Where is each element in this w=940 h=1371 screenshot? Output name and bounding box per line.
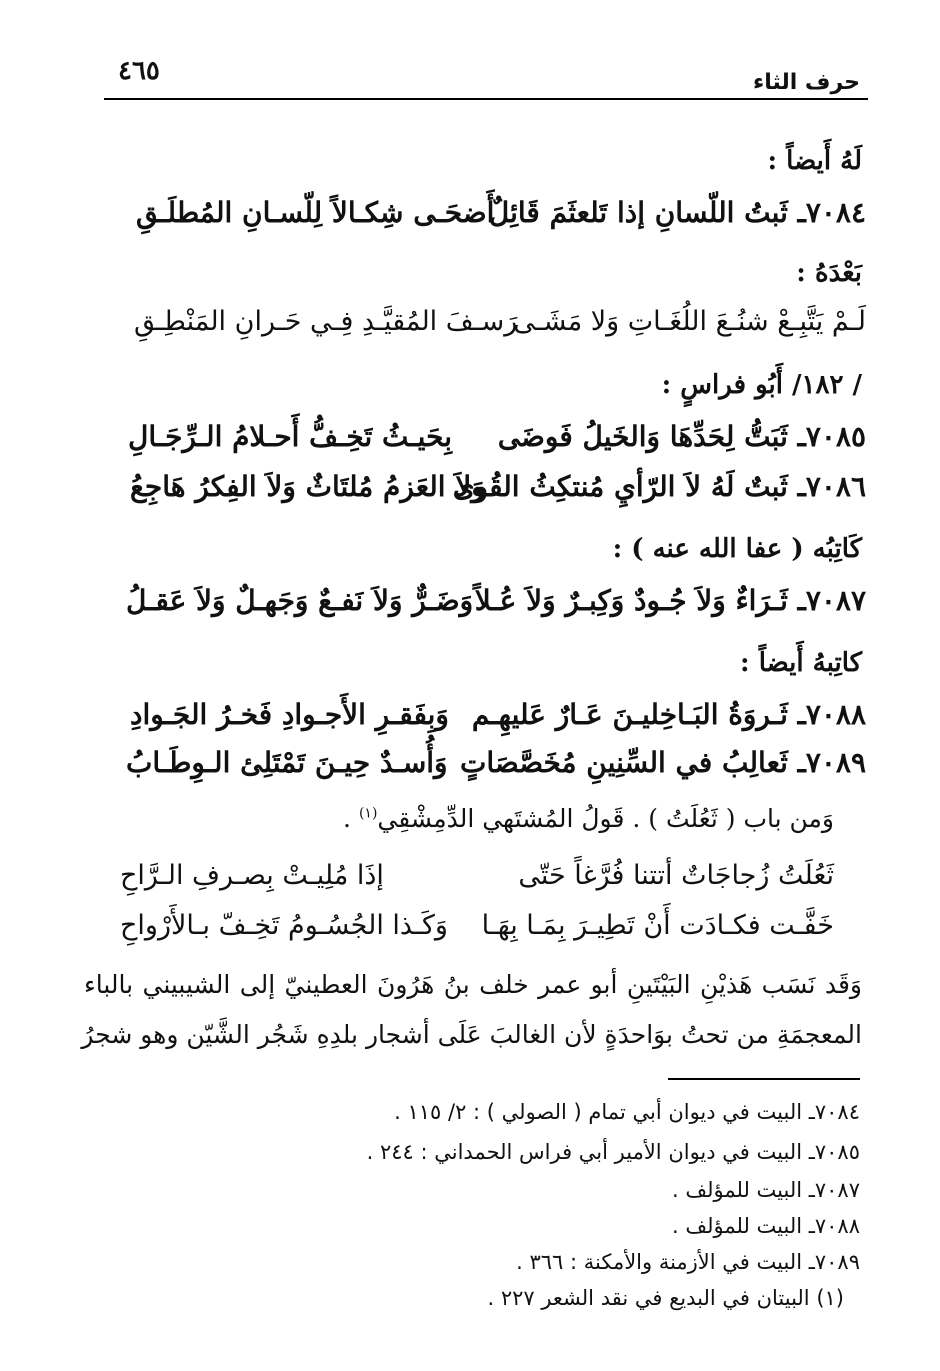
entry-intro: بَعْدَهُ : (796, 258, 862, 288)
verse-number: ٧٠٨٥ـ (797, 420, 866, 453)
verse-hemistich-left: وَلاَ العَزمُ مُلتَاثٌ وَلاَ الفِكرُ هَاجِعُ (130, 470, 485, 503)
entry-intro: كاتِبهُ أَيضاً : (740, 648, 862, 678)
verse-hemistich-right (498, 420, 866, 453)
prose-line: وَقَد نَسَب هَذيْنِ البَيْتَينِ أبو عمر خلف بنُ هَرُونَ العطينيّ إلى الشيبيني بالباء (84, 970, 862, 999)
verse-hemistich-left: رَسـفَ المُقيَّـدِ فِـي حَـرانِ المَنْطِـقِ (134, 306, 518, 337)
verse-hemistich-right (489, 196, 866, 229)
bab-line (343, 804, 834, 833)
header-rule (104, 98, 868, 100)
footnote: ٧٠٨٩ـ البيت في الأزمنة والأمكنة : ٣٦٦ . (516, 1250, 860, 1274)
verse-number: ٧٠٨٦ـ (797, 470, 866, 503)
bab-text: وَمن باب ( ثَعُلَتُ ) . قَولُ المُشتَهي الدِّمِشْقِي (377, 804, 834, 833)
footnote: ٧٠٨٤ـ البيت في ديوان أبي تمام ( الصولي ) : ٢/ ١١٥ . (394, 1100, 860, 1124)
quoted-verse-left: إذَا مُلِيـتْ بِصـرفِ الـرَّاحِ (120, 860, 384, 891)
verse-number: ٧٠٨٤ـ (797, 196, 866, 229)
entry-intro: كَاتِبُه ( عفا الله عنه ) : (612, 534, 862, 564)
verse-first-half: ثَبتٌ لَهُ لاَ الرّأيِ مُنتكِثُ القُوى (452, 470, 788, 503)
verse-hemistich-right (475, 584, 866, 617)
page-number: ٤٦٥ (118, 56, 160, 86)
entry-intro: / ١٨٢/ أَبُو فراسٍ : (661, 370, 862, 400)
bab-end: . (343, 804, 359, 833)
footnote: ٧٠٨٥ـ البيت في ديوان الأمير أبي فراس الحمداني : ٢٤٤ . (366, 1140, 860, 1164)
footnote-ref: (١) (358, 805, 378, 822)
verse-first-half: ثَبتُ اللّسانِ إذا تَلعثَمَ قَائِلٌ (488, 196, 788, 229)
verse-number: ٧٠٨٨ـ (797, 698, 866, 731)
footnote: ٧٠٨٧ـ البيت للمؤلف . (672, 1178, 860, 1202)
verse-hemistich-left: أَضحَـى شِكـالاً لِلّسـانِ المُطلَـقِ (136, 196, 495, 229)
verse-first-half: ثَـروَةُ البَـاخِليـنَ عَـارٌ عَليهِـم (471, 698, 788, 731)
verse-hemistich-right (472, 698, 866, 731)
verse-hemistich-right (460, 746, 866, 779)
verse-hemistich-left: بِحَيـثُ تَخِـفُّ أَحـلامُ الـرِّجَـالِ (128, 420, 452, 453)
verse-hemistich-right: لَـمْ يَتَّبِـعْ شنُـعَ اللُغَـاتِ وَلا مَشَـى (513, 306, 866, 337)
footnote-rule (668, 1078, 860, 1080)
quoted-verse-right: خَفَّـت فكـادَت أَنْ تَطِيـرَ بِمَـا بِهَـا (481, 910, 834, 941)
verse-number: ٧٠٨٧ـ (797, 584, 866, 617)
verse-first-half: ثَـرَاءٌ وَلاَ جُـودٌ وَكِبـرٌ وَلاَ عُـلاً (474, 584, 788, 617)
entry-intro: لَهُ أَيضاً : (767, 146, 862, 176)
verse-hemistich-right (453, 470, 866, 503)
verse-first-half: ثَعالِبُ في السِّنِينِ مُخَصَّصَاتٍ (460, 746, 788, 779)
verse-number: ٧٠٨٩ـ (797, 746, 866, 779)
running-header-title: حرف الثاء (752, 70, 860, 95)
verse-first-half: ثَبَتُّ لِحَدِّهَا وَالخَيلُ فَوضَى (497, 420, 788, 453)
verse-hemistich-left: وَضَـرٌّ وَلاَ نَفـعٌ وَجَهـلٌ وَلاَ عَقـلُ (126, 584, 474, 617)
quoted-verse-right: ثَعُلَتُ زُجاجَاتٌ أتتنا فُرَّغاً حَتّى (518, 860, 834, 891)
footnote: ٧٠٨٨ـ البيت للمؤلف . (672, 1214, 860, 1238)
footnote: (١) البيتان في البديع في نقد الشعر ٢٢٧ . (487, 1286, 844, 1310)
prose-line: المعجمَةِ من تحتُ بوَاحدَةٍ لأن الغالبَ عَلَى أشجار بلدِهِ شَجُر الشَّيّن وهو شجرُ (81, 1020, 862, 1049)
verse-hemistich-left: وَأُسـدٌ حِيـنَ تَمْتَلِئ الـوِطَـابُ (126, 746, 448, 779)
quoted-verse-left: وَكَـذا الجُسُـومُ تَخِـفّ بـالأَرْواحِ (120, 910, 448, 941)
verse-hemistich-left: وَبِفَقـرِ الأَجـوادِ فَخـرُ الجَـوادِ (130, 698, 449, 731)
